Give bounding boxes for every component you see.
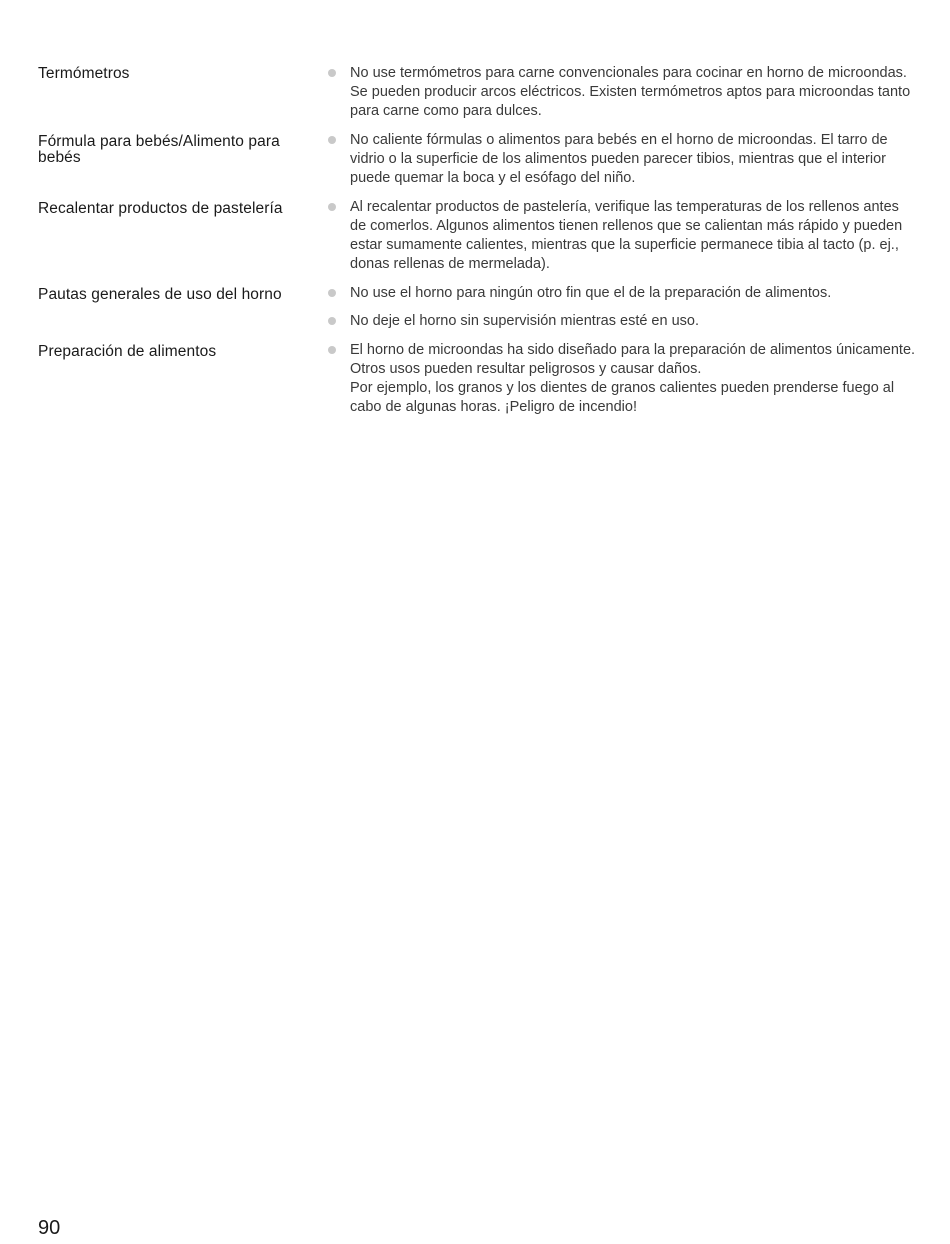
page-number: 90 (38, 1217, 61, 1239)
bullet-dot-icon (328, 203, 336, 211)
bullet-list (328, 284, 918, 331)
bullet-dot-icon (328, 69, 336, 77)
bullet-text: No deje el horno sin supervisión mientras esté en uso. (350, 313, 699, 329)
section-heading: Pautas generales de uso del horno (38, 286, 282, 303)
bullet-item (328, 64, 918, 121)
section-heading: Fórmula para bebés/Alimento para bebés (38, 133, 280, 166)
section-heading: Termómetros (38, 65, 130, 82)
bullet-item (328, 198, 918, 274)
bullet-item (328, 341, 918, 417)
bullet-dot-icon (328, 317, 336, 325)
bullet-list (328, 198, 918, 274)
bullet-dot-icon (328, 289, 336, 297)
bullet-text: No caliente fórmulas o alimentos para bebés en el horno de microondas. El tarro de vidrio o la superficie de los alimentos pueden parecer tibios, mientras que el interior puede quemar la boca y el esófago del niño. (350, 132, 888, 186)
section-heading: Preparación de alimentos (38, 343, 217, 360)
bullet-list (328, 341, 918, 417)
bullet-text-continued: Por ejemplo, los granos y los dientes de granos calientes pueden prenderse fuego al cabo de algunas horas. ¡Peligro de incendio! (350, 380, 895, 415)
bullet-text: El horno de microondas ha sido diseñado para la preparación de alimentos únicamente. Otros usos pueden resultar peligrosos y causar daños. (350, 342, 916, 377)
bullet-item (328, 131, 918, 188)
bullet-text: No use el horno para ningún otro fin que el de la preparación de alimentos. (350, 285, 832, 301)
bullet-dot-icon (328, 346, 336, 354)
bullet-item (328, 284, 918, 303)
bullet-list (328, 131, 918, 188)
bullet-text: Al recalentar productos de pastelería, verifique las temperaturas de los rellenos antes de comerlos. Algunos alimentos tienen rellenos que se calientan más rápido y pueden estar sumamente calientes, mientras que la superficie permanece tibia al tacto (p. ej., donas rellenas de mermelada). (350, 199, 903, 272)
bullet-item (328, 312, 918, 331)
bullet-dot-icon (328, 136, 336, 144)
bullet-list (328, 64, 918, 121)
bullet-text: No use termómetros para carne convencionales para cocinar en horno de microondas. Se pueden producir arcos eléctricos. Existen termómetros aptos para microondas tanto para carne como para dulces. (350, 65, 911, 119)
section-heading: Recalentar productos de pastelería (38, 200, 283, 217)
